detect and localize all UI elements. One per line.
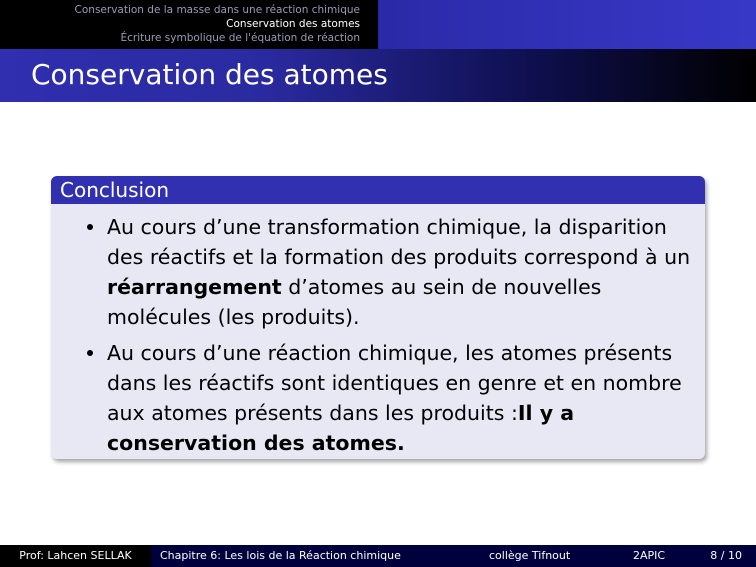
nav-item-ecriture-symbolique[interactable]: Écriture symbolique de l'équation de réaction: [120, 32, 360, 44]
block-body: [51, 204, 705, 458]
section-navigation: [0, 0, 756, 49]
footer: [0, 545, 756, 567]
conclusion-block: [51, 176, 705, 459]
bullet-text: Au cours d’une transformation chimique, la disparition des réactifs et la formation des produits correspond à un: [107, 215, 691, 269]
block-title: Conclusion: [51, 176, 705, 204]
footer-institute: collège Tifnout: [489, 549, 571, 562]
page-number: 8 / 10: [710, 549, 742, 562]
frame-title: Conservation des atomes: [31, 58, 388, 91]
footer-title: Chapitre 6: Les lois de la Réaction chimique: [160, 549, 401, 562]
bullet-item: [107, 338, 693, 458]
frame-title-bar: [0, 49, 756, 102]
bullet-list: [83, 212, 693, 458]
nav-item-conservation-masse[interactable]: Conservation de la masse dans une réaction chimique: [74, 4, 360, 16]
nav-left-panel: [0, 0, 378, 49]
footer-info-bar: [151, 545, 756, 567]
bullet-text: Au cours d’une réaction chimique, les atomes présents dans les réactifs sont identiques en genre et en nombre aux atomes présents dans les produits :: [107, 341, 682, 425]
bullet-item: [107, 212, 693, 332]
nav-item-conservation-atomes[interactable]: Conservation des atomes: [226, 18, 360, 30]
footer-author: Prof: Lahcen SELLAK: [0, 545, 151, 567]
bullet-emphasis: Il y a conservation des atomes.: [107, 401, 575, 455]
nav-right-panel: [378, 0, 756, 49]
footer-class: 2APIC: [633, 549, 666, 562]
bullet-text: d’atomes au sein de nouvelles molécules (les produits).: [107, 275, 602, 329]
bullet-emphasis: réarrangement: [107, 275, 282, 299]
